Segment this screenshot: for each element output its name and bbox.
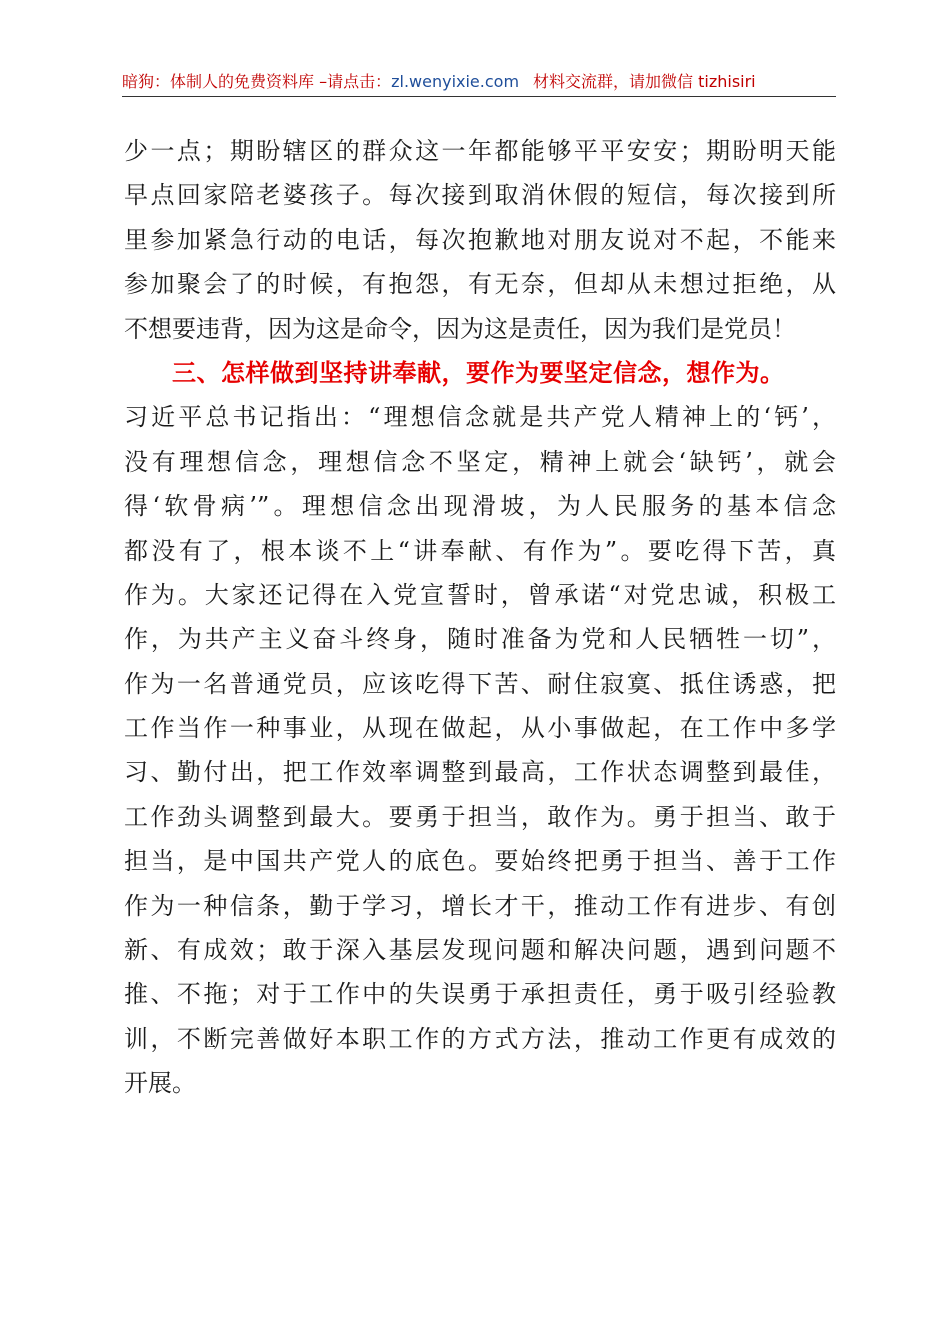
paragraph-line: 新、有成效；敢于深入基层发现问题和解决问题，遇到问题不	[124, 936, 836, 965]
paragraph-line: 参加聚会了的时候，有抱怨，有无奈，但却从未想过拒绝，从	[124, 270, 836, 299]
paragraph-line: 习、勤付出，把工作效率调整到最高，工作状态调整到最佳，	[124, 758, 836, 787]
paragraph-line: 都没有了，根本谈不上“讲奉献、有作为”。要吃得下苦，真	[124, 536, 836, 565]
paragraph-line: 工作劲头调整到最大。要勇于担当，敢作为。勇于担当、敢于	[124, 802, 836, 831]
paragraph-line: 推、不拖；对于工作中的失误勇于承担责任，勇于吸引经验教	[124, 980, 836, 1009]
paragraph-line: 里参加紧急行动的电话，每次抱歉地对朋友说对不起，不能来	[124, 225, 836, 254]
paragraph-line: 训，不断完善做好本职工作的方式方法，推动工作更有成效的	[124, 1024, 836, 1053]
paragraph-line: 作为一种信条，勤于学习，增长才干，推动工作有进步、有创	[124, 891, 836, 920]
header-site-text: 暗狗：体制人的免费资料库 –请点击：	[122, 72, 392, 91]
paragraph-line: 得‘软骨病’”。理想信念出现滑坡，为人民服务的基本信念	[124, 492, 836, 521]
section-heading: 三、怎样做到坚持讲奉献，要作为要坚定信念，想作为。	[172, 358, 785, 387]
header-wechat-text: 材料交流群，请加微信 tizhisiri	[533, 72, 756, 91]
page-header	[122, 68, 836, 95]
header-divider	[122, 96, 836, 97]
paragraph-line: 不想要违背，因为这是命令，因为这是责任，因为我们是党员！	[124, 314, 796, 343]
paragraph-line: 开展。	[124, 1069, 196, 1098]
document-body	[124, 129, 836, 1106]
paragraph-line: 作，为共产主义奋斗终身，随时准备为党和人民牺牲一切”，	[124, 625, 836, 654]
paragraph-line: 习近平总书记指出：“理想信念就是共产党人精神上的‘钙’，	[124, 403, 836, 432]
paragraph-line: 少一点；期盼辖区的群众这一年都能够平平安安；期盼明天能	[124, 137, 836, 165]
paragraph-line: 早点回家陪老婆孩子。每次接到取消休假的短信，每次接到所	[124, 181, 836, 210]
paragraph-line: 没有理想信念，理想信念不坚定，精神上就会‘缺钙’，就会	[124, 447, 836, 476]
paragraph-line: 作为一名普通党员，应该吃得下苦、耐住寂寞、抵住诱惑，把	[124, 669, 836, 698]
header-url-link[interactable]: zl.wenyixie.com	[391, 72, 520, 91]
paragraph-line: 作为。大家还记得在入党宣誓时，曾承诺“对党忠诚，积极工	[124, 580, 836, 609]
paragraph-line: 担当，是中国共产党人的底色。要始终把勇于担当、善于工作	[124, 847, 836, 876]
paragraph-line: 工作当作一种事业，从现在做起，从小事做起，在工作中多学	[124, 714, 836, 743]
